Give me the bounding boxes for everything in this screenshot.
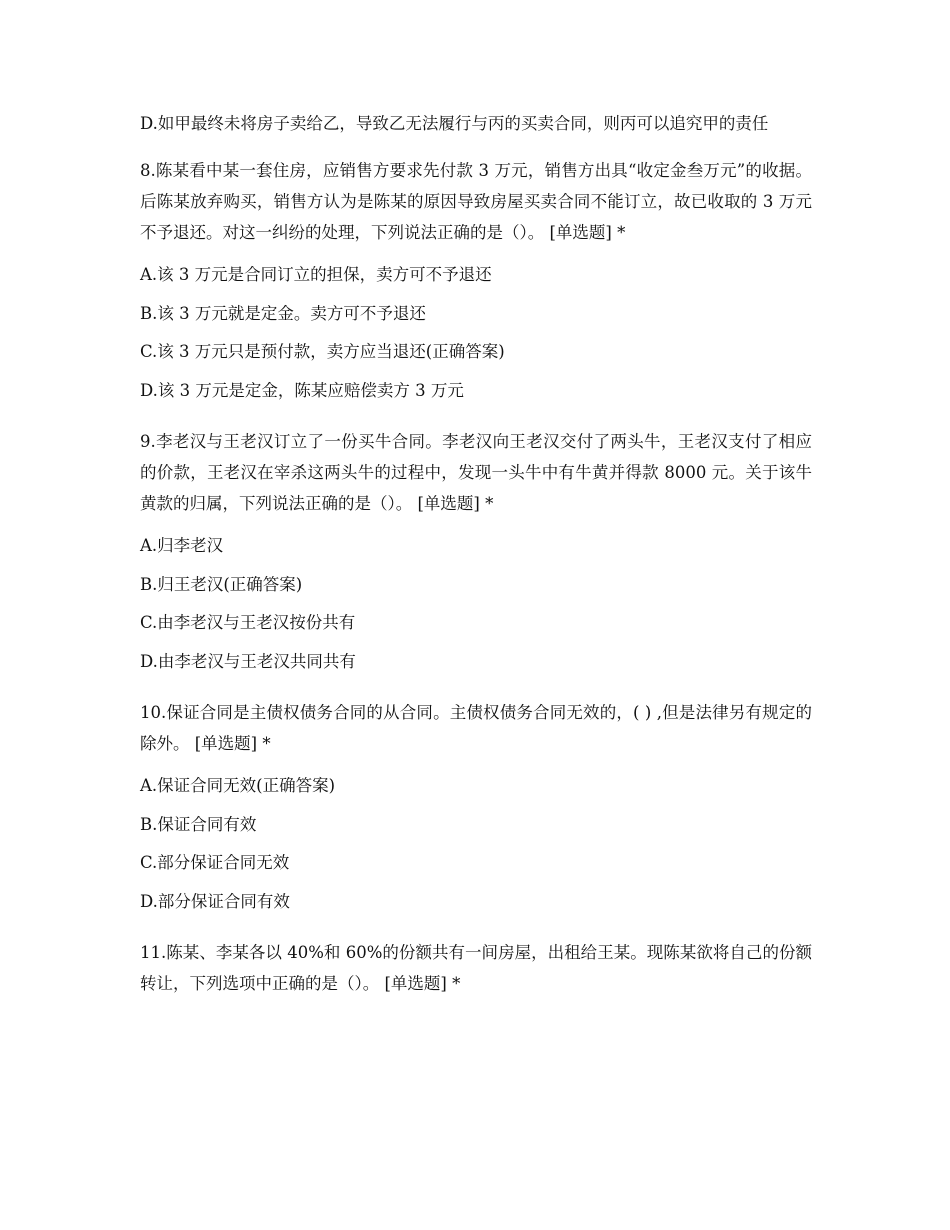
question-11 (140, 937, 812, 999)
option-d: D.部分保证合同有效 (140, 891, 290, 911)
option-b: B.保证合同有效 (140, 814, 257, 834)
question-stem: 11.陈某、李某各以 40%和 60%的份额共有一间房屋，出租给王某。现陈某欲将自己的份额转让，下列选项中正确的是（）。 [单选题] * (140, 943, 812, 993)
option-a: A.保证合同无效(正确答案) (140, 776, 336, 795)
document-page (140, 108, 812, 1007)
option-b: B.归王老汉(正确答案) (140, 574, 303, 594)
option-b: B.该 3 万元就是定金。卖方可不予退还 (140, 303, 426, 323)
option-d: D.由李老汉与王老汉共同共有 (140, 651, 356, 671)
option-a: A.该 3 万元是合同订立的担保，卖方可不予退还 (140, 265, 492, 284)
question-8 (140, 155, 812, 410)
question-stem: 8.陈某看中某一套住房，应销售方要求先付款 3 万元，销售方出具“收定金叁万元”的收据。后陈某放弃购买，销售方认为是陈某的原因导致房屋买卖合同不能订立，故已收取的 3 万元不予退还。对这一纠纷的处理，下列说法正确的是（）。 [单选题] * (140, 161, 812, 242)
question-stem: 9.李老汉与王老汉订立了一份买牛合同。李老汉向王老汉交付了两头牛，王老汉支付了相应的价款，王老汉在宰杀这两头牛的过程中，发现一头牛中有牛黄并得款 8000 元。关于该牛黄款的归属，下列说法正确的是（）。 [单选题] * (140, 432, 812, 513)
option-c: C.部分保证合同无效 (140, 853, 290, 872)
option-c: C.由李老汉与王老汉按份共有 (140, 613, 356, 632)
question-10 (140, 697, 812, 921)
option-c: C.该 3 万元只是预付款，卖方应当退还(正确答案) (140, 342, 505, 361)
question-9 (140, 426, 812, 681)
carryover-option-d: D.如甲最终未将房子卖给乙，导致乙无法履行与丙的买卖合同，则丙可以追究甲的责任 (140, 114, 769, 133)
option-d: D.该 3 万元是定金，陈某应赔偿卖方 3 万元 (140, 380, 464, 400)
question-stem: 10.保证合同是主债权债务合同的从合同。主债权债务合同无效的，( ) ,但是法律另有规定的除外。 [单选题] * (140, 703, 812, 753)
option-a: A.归李老汉 (140, 536, 224, 555)
